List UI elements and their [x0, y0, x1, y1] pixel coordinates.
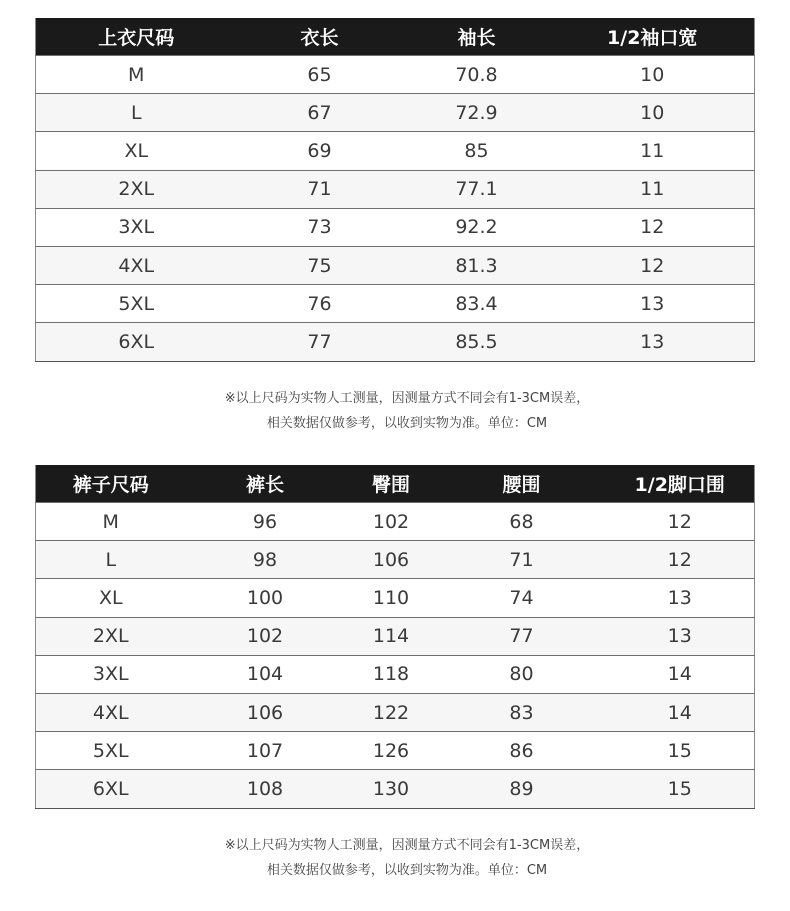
header-pants-length: 裤长 — [186, 465, 345, 503]
size-cell: 3XL — [36, 655, 186, 693]
table-row — [36, 617, 755, 655]
size-cell: 5XL — [36, 285, 237, 323]
size-cell: M — [36, 503, 186, 541]
sleeve-cell: 81.3 — [403, 246, 551, 284]
measurement-note-bottom — [0, 833, 790, 883]
header-sleeve-length: 袖长 — [403, 18, 551, 56]
header-hip: 臀围 — [345, 465, 438, 503]
length-cell: 65 — [237, 56, 403, 94]
sleeve-cell: 77.1 — [403, 170, 551, 208]
leg-opening-cell: 14 — [606, 693, 755, 731]
hip-cell: 114 — [345, 617, 438, 655]
length-cell: 73 — [237, 208, 403, 246]
bottom-table-header-row — [36, 465, 755, 503]
waist-cell: 83 — [438, 693, 606, 731]
header-half-cuff-width: 1/2袖口宽 — [551, 18, 755, 56]
note-line-1: ※以上尺码为实物人工测量，因测量方式不同会有1-3CM误差， — [224, 391, 590, 406]
waist-cell: 71 — [438, 541, 606, 579]
length-cell: 67 — [237, 94, 403, 132]
note-line-1: ※以上尺码为实物人工测量，因测量方式不同会有1-3CM误差， — [224, 838, 590, 853]
length-cell: 100 — [186, 579, 345, 617]
length-cell: 76 — [237, 285, 403, 323]
table-row — [36, 503, 755, 541]
size-cell: 3XL — [36, 208, 237, 246]
hip-cell: 102 — [345, 503, 438, 541]
cuff-cell: 13 — [551, 323, 755, 361]
top-table-header-row — [36, 18, 755, 56]
hip-cell: 130 — [345, 770, 438, 808]
hip-cell: 126 — [345, 732, 438, 770]
length-cell: 69 — [237, 132, 403, 170]
measurement-note-top — [0, 386, 790, 436]
table-row — [36, 285, 755, 323]
cuff-cell: 13 — [551, 285, 755, 323]
leg-opening-cell: 13 — [606, 617, 755, 655]
size-cell: M — [36, 56, 237, 94]
length-cell: 102 — [186, 617, 345, 655]
size-cell: 5XL — [36, 732, 186, 770]
length-cell: 71 — [237, 170, 403, 208]
header-waist: 腰围 — [438, 465, 606, 503]
hip-cell: 118 — [345, 655, 438, 693]
size-cell: 6XL — [36, 770, 186, 808]
sleeve-cell: 83.4 — [403, 285, 551, 323]
hip-cell: 122 — [345, 693, 438, 731]
cuff-cell: 10 — [551, 56, 755, 94]
sleeve-cell: 92.2 — [403, 208, 551, 246]
header-top-size: 上衣尺码 — [36, 18, 237, 56]
table-row — [36, 56, 755, 94]
size-cell: L — [36, 94, 237, 132]
top-size-table — [35, 18, 755, 362]
leg-opening-cell: 15 — [606, 732, 755, 770]
size-cell: 2XL — [36, 170, 237, 208]
size-cell: 4XL — [36, 693, 186, 731]
table-row — [36, 732, 755, 770]
sleeve-cell: 70.8 — [403, 56, 551, 94]
size-cell: XL — [36, 579, 186, 617]
hip-cell: 110 — [345, 579, 438, 617]
cuff-cell: 11 — [551, 132, 755, 170]
waist-cell: 89 — [438, 770, 606, 808]
length-cell: 108 — [186, 770, 345, 808]
length-cell: 77 — [237, 323, 403, 361]
size-cell: XL — [36, 132, 237, 170]
bottom-size-table — [35, 465, 755, 809]
waist-cell: 74 — [438, 579, 606, 617]
size-cell: 2XL — [36, 617, 186, 655]
note-line-2: 相关数据仅做参考，以收到实物为准。单位：CM — [266, 863, 548, 878]
length-cell: 96 — [186, 503, 345, 541]
table-row — [36, 94, 755, 132]
table-row — [36, 323, 755, 361]
waist-cell: 80 — [438, 655, 606, 693]
waist-cell: 77 — [438, 617, 606, 655]
table-row — [36, 770, 755, 808]
sleeve-cell: 72.9 — [403, 94, 551, 132]
cuff-cell: 12 — [551, 208, 755, 246]
leg-opening-cell: 14 — [606, 655, 755, 693]
size-cell: 6XL — [36, 323, 237, 361]
leg-opening-cell: 15 — [606, 770, 755, 808]
leg-opening-cell: 12 — [606, 503, 755, 541]
length-cell: 75 — [237, 246, 403, 284]
table-row — [36, 655, 755, 693]
table-row — [36, 170, 755, 208]
length-cell: 104 — [186, 655, 345, 693]
waist-cell: 68 — [438, 503, 606, 541]
sleeve-cell: 85.5 — [403, 323, 551, 361]
waist-cell: 86 — [438, 732, 606, 770]
length-cell: 107 — [186, 732, 345, 770]
cuff-cell: 11 — [551, 170, 755, 208]
header-garment-length: 衣长 — [237, 18, 403, 56]
table-row — [36, 208, 755, 246]
cuff-cell: 10 — [551, 94, 755, 132]
sleeve-cell: 85 — [403, 132, 551, 170]
leg-opening-cell: 13 — [606, 579, 755, 617]
header-pants-size: 裤子尺码 — [36, 465, 186, 503]
table-row — [36, 693, 755, 731]
length-cell: 98 — [186, 541, 345, 579]
note-line-2: 相关数据仅做参考，以收到实物为准。单位：CM — [266, 416, 548, 431]
table-row — [36, 579, 755, 617]
hip-cell: 106 — [345, 541, 438, 579]
table-row — [36, 132, 755, 170]
length-cell: 106 — [186, 693, 345, 731]
cuff-cell: 12 — [551, 246, 755, 284]
leg-opening-cell: 12 — [606, 541, 755, 579]
size-cell: 4XL — [36, 246, 237, 284]
header-half-leg-opening: 1/2脚口围 — [606, 465, 755, 503]
table-row — [36, 541, 755, 579]
table-row — [36, 246, 755, 284]
size-cell: L — [36, 541, 186, 579]
